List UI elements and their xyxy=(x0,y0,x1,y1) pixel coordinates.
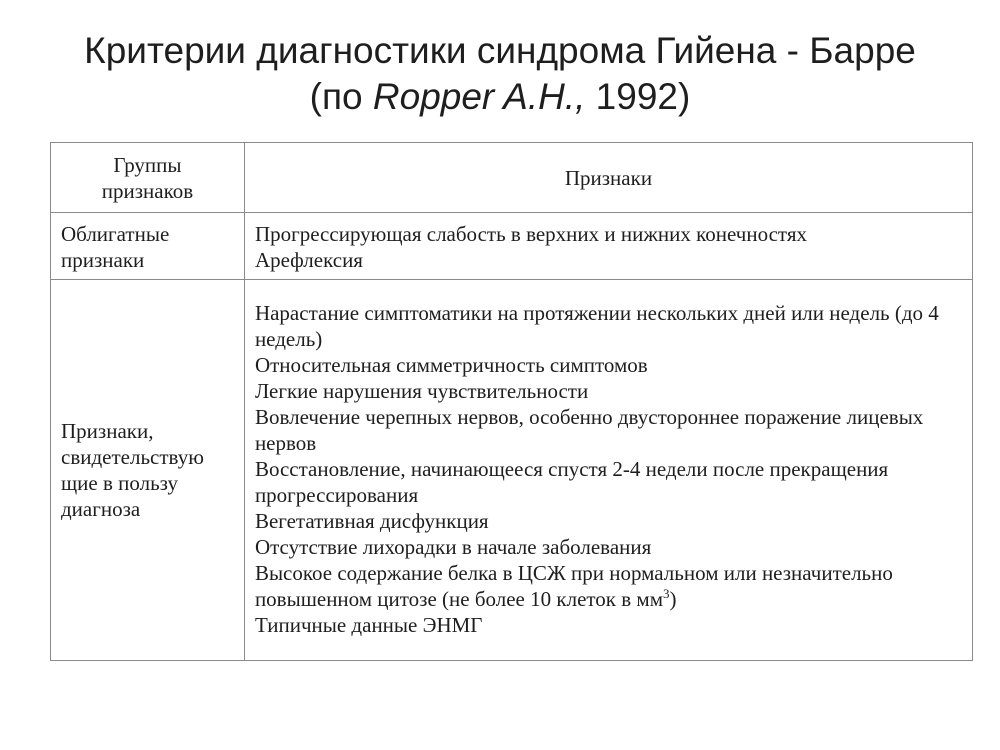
title-prefix: (по xyxy=(309,76,373,117)
signs-cell-obligatory xyxy=(244,213,972,280)
sign-item: Легкие нарушения чувствительности xyxy=(254,379,589,403)
group-cell-obligatory: Облигатные признаки xyxy=(51,213,245,280)
sign-item: Отсутствие лихорадки в начале заболевания xyxy=(254,535,652,559)
sign-item: Прогрессирующая слабость в верхних и нижних конечностях xyxy=(254,222,807,246)
table-row-supporting xyxy=(51,280,973,661)
closing-paren: ) xyxy=(669,587,677,611)
title-year: 1992) xyxy=(585,76,691,117)
slide-title xyxy=(0,28,1000,120)
sign-item-csf-protein xyxy=(255,560,962,612)
sign-item: Восстановление, начинающееся спустя 2-4 недели после прекращения прогрессирования xyxy=(254,457,889,507)
sign-item: Нарастание симптоматики на протяжении нескольких дней или недель (до 4 недель) xyxy=(254,301,939,351)
sign-item: Арефлексия xyxy=(254,248,363,272)
table-header-row xyxy=(51,143,973,213)
table-row-obligatory xyxy=(51,213,973,280)
sign-item-text: Высокое содержание белка в ЦСЖ при нормальном или незначительно повышенном цитозе (не более 10 клеток в мм xyxy=(254,561,893,611)
sign-item: Вовлечение черепных нервов, особенно двустороннее поражение лицевых нервов xyxy=(254,405,924,455)
sign-item: Вегетативная дисфункция xyxy=(254,509,489,533)
title-line-2 xyxy=(0,74,1000,120)
title-author: Ropper A.H., xyxy=(372,76,586,117)
sign-item: Типичные данные ЭНМГ xyxy=(254,613,483,637)
sign-item: Относительная симметричность симптомов xyxy=(254,353,648,377)
title-line-1: Критерии диагностики синдрома Гийена - Барре xyxy=(84,30,916,71)
header-signs: Признаки xyxy=(244,143,972,213)
criteria-table xyxy=(50,142,973,661)
signs-cell-supporting xyxy=(244,280,972,661)
cubic-superscript: 3 xyxy=(662,586,670,601)
header-groups: Группы признаков xyxy=(51,143,245,213)
group-cell-supporting: Признаки, свидетельствую щие в пользу диагноза xyxy=(51,280,245,661)
